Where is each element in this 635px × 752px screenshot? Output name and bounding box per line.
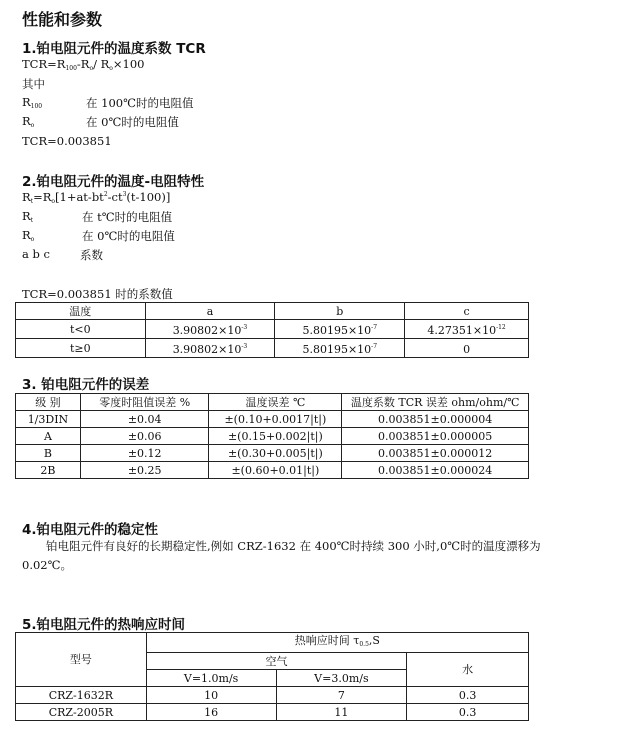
table-cell: 0.003851±0.000004 bbox=[342, 411, 529, 428]
table-cell: ±0.04 bbox=[80, 411, 209, 428]
header-cell: c bbox=[405, 303, 529, 320]
table-cell: ±(0.15+0.002|t|) bbox=[209, 428, 342, 445]
section-3-heading: 3. 铂电阻元件的误差 bbox=[22, 377, 150, 393]
table-cell: 0.003851±0.000005 bbox=[342, 428, 529, 445]
table-cell: ±(0.10+0.0017|t|) bbox=[209, 411, 342, 428]
table-row bbox=[16, 428, 529, 445]
table-cell: $5.80195\times 10^{-7}$ bbox=[275, 320, 405, 339]
table-cell: CRZ-1632R bbox=[16, 687, 147, 704]
table-cell: $5.80195\times 10^{-7}$ bbox=[275, 339, 405, 358]
section-5-heading: 5.铂电阻元件的热响应时间 bbox=[22, 617, 186, 633]
tcr-formula: $TCR=R_{100}-R_o/$ $R_o\times 100$ bbox=[22, 57, 145, 72]
table-header-row bbox=[16, 633, 529, 653]
table-cell: ±(0.30+0.005|t|) bbox=[209, 445, 342, 462]
coefficient-table bbox=[15, 302, 529, 358]
table-cell: t<0 bbox=[16, 320, 146, 339]
response-time-table bbox=[15, 632, 529, 721]
header-cell: 温度系数 TCR 误差 ohm/ohm/℃ bbox=[342, 394, 529, 411]
table-cell: $4.27351\times 10^{-12}$ bbox=[405, 320, 529, 339]
table-cell: 0.003851±0.000024 bbox=[342, 462, 529, 479]
r0-symbol: $R_o$ bbox=[22, 114, 35, 129]
abc-description: 系数 bbox=[80, 248, 103, 262]
table-cell: 16 bbox=[146, 704, 276, 721]
page-title: 性能和参数 bbox=[22, 10, 103, 29]
table-cell: 0.3 bbox=[407, 704, 529, 721]
table-cell: 7 bbox=[276, 687, 407, 704]
r100-description: 在 100℃时的电阻值 bbox=[86, 96, 194, 110]
air-header: 空气 bbox=[146, 653, 407, 670]
table-cell: 2B bbox=[16, 462, 81, 479]
table-row bbox=[16, 320, 529, 339]
table-row bbox=[16, 445, 529, 462]
table-row bbox=[16, 339, 529, 358]
water-header: 水 bbox=[407, 653, 529, 687]
header-cell: 级 别 bbox=[16, 394, 81, 411]
table-cell: A bbox=[16, 428, 81, 445]
table-cell: 0 bbox=[405, 339, 529, 358]
table-cell: 11 bbox=[276, 704, 407, 721]
table-cell: B bbox=[16, 445, 81, 462]
header-cell: 零度时阻值误差 % bbox=[80, 394, 209, 411]
section-1-heading: 1.铂电阻元件的温度系数 TCR bbox=[22, 41, 206, 57]
header-cell: 温度 bbox=[16, 303, 146, 320]
table-cell: t≥0 bbox=[16, 339, 146, 358]
velocity-1-header: V=1.0m/s bbox=[146, 670, 276, 687]
table-cell: ±0.25 bbox=[80, 462, 209, 479]
rt-formula: $R_t=R_o[1+at-bt^2-ct^3(t-100)]$ bbox=[22, 190, 171, 205]
table-row bbox=[16, 704, 529, 721]
rt-symbol: $R_t$ bbox=[22, 209, 34, 224]
section-4-heading: 4.铂电阻元件的稳定性 bbox=[22, 522, 159, 538]
header-cell: a bbox=[145, 303, 275, 320]
abc-symbol: a b c bbox=[22, 247, 50, 261]
r0-description: 在 0℃时的电阻值 bbox=[86, 115, 179, 129]
table-cell: $3.90802\times 10^{-3}$ bbox=[145, 339, 275, 358]
table-row bbox=[16, 687, 529, 704]
table-cell: 10 bbox=[146, 687, 276, 704]
table-cell: ±0.12 bbox=[80, 445, 209, 462]
table-cell: $3.90802\times 10^{-3}$ bbox=[145, 320, 275, 339]
table-row bbox=[16, 462, 529, 479]
response-time-header: 热响应时间 $\tau_{0.5},S$ bbox=[146, 633, 528, 653]
where-label: 其中 bbox=[22, 77, 45, 91]
ro-description: 在 0℃时的电阻值 bbox=[82, 229, 175, 243]
table-cell: ±0.06 bbox=[80, 428, 209, 445]
section-2-heading: 2.铂电阻元件的温度-电阻特性 bbox=[22, 174, 205, 190]
table-cell: ±(0.60+0.01|t|) bbox=[209, 462, 342, 479]
table-header-row bbox=[16, 303, 529, 320]
tcr-value: TCR=0.003851 bbox=[22, 134, 112, 148]
error-table bbox=[15, 393, 529, 479]
ro-symbol: $R_o$ bbox=[22, 228, 35, 243]
rt-description: 在 t℃时的电阻值 bbox=[82, 210, 173, 224]
coef-table-caption: TCR=0.003851 时的系数值 bbox=[22, 287, 173, 301]
stability-paragraph: 铂电阻元件有良好的长期稳定性,例如 CRZ-1632 在 400℃时持续 300 小时,0℃时的温度漂移为 0.02℃。 bbox=[22, 539, 541, 572]
model-header: 型号 bbox=[16, 633, 147, 687]
header-cell: b bbox=[275, 303, 405, 320]
table-row bbox=[16, 411, 529, 428]
table-cell: 0.003851±0.000012 bbox=[342, 445, 529, 462]
header-cell: 温度误差 ℃ bbox=[209, 394, 342, 411]
table-header-row bbox=[16, 394, 529, 411]
table-cell: CRZ-2005R bbox=[16, 704, 147, 721]
r100-symbol: $R_{100}$ bbox=[22, 95, 43, 110]
table-cell: 1/3DIN bbox=[16, 411, 81, 428]
velocity-3-header: V=3.0m/s bbox=[276, 670, 407, 687]
table-cell: 0.3 bbox=[407, 687, 529, 704]
